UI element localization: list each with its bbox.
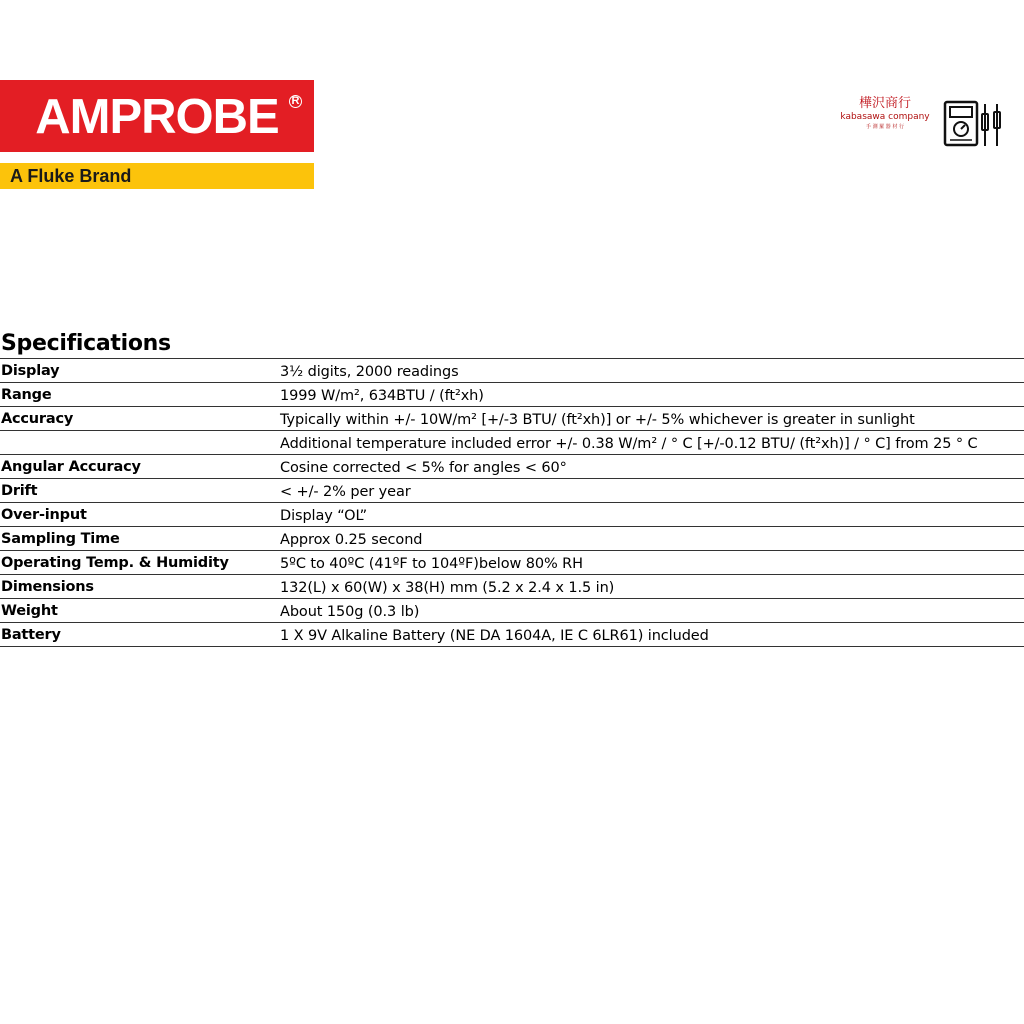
spec-value: 5ºC to 40ºC (41ºF to 104ºF)below 80% RH [280, 555, 583, 572]
spec-value: About 150g (0.3 lb) [280, 603, 420, 620]
spec-value: Typically within +/- 10W/m² [+/-3 BTU/ (ft²xh)] or +/- 5% whichever is greater in sunlight [280, 411, 915, 428]
spec-value: 3½ digits, 2000 readings [280, 363, 459, 380]
specifications-table [0, 358, 1024, 647]
spec-value: Cosine corrected < 5% for angles < 60° [280, 459, 567, 476]
specifications-title: Specifications [1, 331, 171, 356]
brand-tagline-bar [0, 163, 314, 189]
spec-row [0, 479, 1024, 503]
seller-name: 樺沢商行 [858, 96, 911, 111]
seller-tiny-text: 手 測 羅 器 材 行 [866, 124, 904, 130]
spec-row [0, 407, 1024, 431]
spec-label: Dimensions [1, 578, 94, 595]
amprobe-logo [0, 80, 314, 152]
spec-value: 132(L) x 60(W) x 38(H) mm (5.2 x 2.4 x 1.5 in) [280, 579, 615, 596]
spec-row [0, 527, 1024, 551]
spec-label: Sampling Time [1, 530, 120, 547]
spec-row [0, 551, 1024, 575]
spec-label: Over-input [1, 506, 87, 523]
spec-row [0, 623, 1024, 647]
spec-row [0, 455, 1024, 479]
spec-row [0, 503, 1024, 527]
spec-label: Display [1, 362, 60, 379]
spec-row [0, 359, 1024, 383]
multimeter-icon [943, 100, 1005, 152]
seller-subtitle: kabasawa company [840, 112, 930, 122]
spec-label: Accuracy [1, 410, 74, 427]
spec-label: Angular Accuracy [1, 458, 141, 475]
spec-value: Display “OL” [280, 507, 368, 524]
spec-row [0, 575, 1024, 599]
spec-row [0, 383, 1024, 407]
brand-tagline: A Fluke Brand [10, 166, 132, 186]
registered-mark: R [289, 95, 302, 108]
spec-value: Approx 0.25 second [280, 531, 423, 548]
spec-value: 1 X 9V Alkaline Battery (NE DA 1604A, IE C 6LR61) included [280, 627, 709, 644]
spec-label: Battery [1, 626, 61, 643]
spec-value: < +/- 2% per year [280, 483, 411, 500]
spec-row [0, 431, 1024, 455]
spec-value: 1999 W/m², 634BTU / (ft²xh) [280, 387, 484, 404]
spec-row [0, 599, 1024, 623]
logo-wordmark: AMPROBE [35, 90, 279, 144]
seller-mark [830, 96, 940, 131]
spec-value: Additional temperature included error +/- 0.38 W/m² / ° C [+/-0.12 BTU/ (ft²xh)] / ° C] from 25 ° C [280, 435, 978, 452]
spec-label: Drift [1, 482, 38, 499]
spec-label: Range [1, 386, 52, 403]
spec-label: Weight [1, 602, 58, 619]
spec-label: Operating Temp. & Humidity [1, 554, 229, 571]
